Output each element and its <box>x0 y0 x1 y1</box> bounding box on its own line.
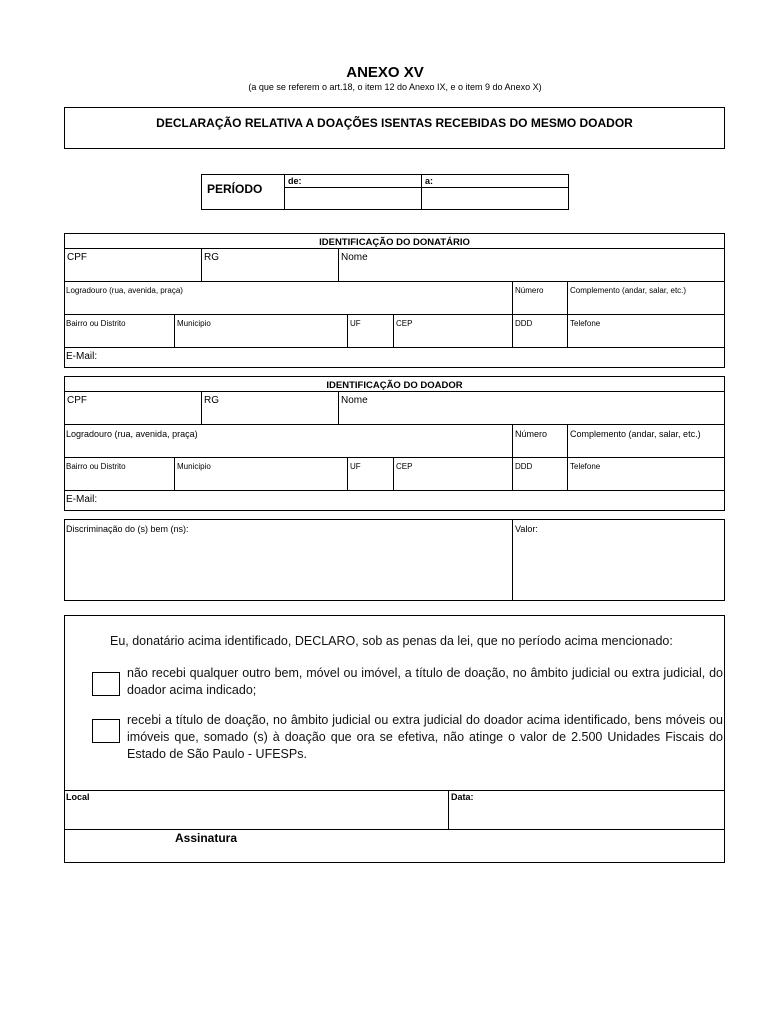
donatario-nome-label: Nome <box>341 252 368 263</box>
doador-municipio-label: Municipio <box>177 462 211 471</box>
donatario-title: IDENTIFICAÇÃO DO DONATÁRIO <box>319 237 470 248</box>
option1-checkbox[interactable] <box>92 672 120 696</box>
option2-text: recebi a título de doação, no âmbito judicial ou extra judicial do doador acima identificado, bens móveis ou imóveis que, somado (s) à doação que ora se efetiva, não atinge o valor de 2.500 Unidades Fiscais do Estado de São Paulo - UFESPs. <box>127 713 723 761</box>
local-field[interactable] <box>66 804 446 827</box>
doador-nome-label: Nome <box>341 395 368 406</box>
donatario-municipio-label: Municipio <box>177 319 211 328</box>
option2-checkbox[interactable] <box>92 719 120 743</box>
doador-rg-label: RG <box>204 395 219 406</box>
data-label: Data: <box>451 792 474 802</box>
doador-telefone-label: Telefone <box>570 462 601 471</box>
donatario-telefone-label: Telefone <box>570 319 601 328</box>
local-label: Local <box>66 792 90 802</box>
donatario-ddd-label: DDD <box>515 319 533 328</box>
donatario-rg-label: RG <box>204 252 219 263</box>
page-subtitle: (a que se referem o art.18, o item 12 do Anexo IX, e o item 9 do Anexo X) <box>248 82 542 92</box>
donatario-cpf-label: CPF <box>67 252 87 263</box>
donatario-cep-label: CEP <box>396 319 413 328</box>
doador-title: IDENTIFICAÇÃO DO DOADOR <box>326 380 463 391</box>
doador-email-label: E-Mail: <box>66 494 98 505</box>
declaration-title: DECLARAÇÃO RELATIVA A DOAÇÕES ISENTAS RECEBIDAS DO MESMO DOADOR <box>156 116 633 130</box>
doador-bairro-label: Bairro ou Distrito <box>66 462 126 471</box>
periodo-label: PERÍODO <box>207 182 263 196</box>
donatario-logradouro-label: Logradouro (rua, avenida, praça) <box>66 286 183 295</box>
doador-uf-label: UF <box>350 462 361 471</box>
doador-logradouro-label: Logradouro (rua, avenida, praça) <box>66 429 198 439</box>
doador-ddd-label: DDD <box>515 462 533 471</box>
assinatura-label: Assinatura <box>175 831 238 845</box>
doador-cep-label: CEP <box>396 462 413 471</box>
doador-complemento-label: Complemento (andar, salar, etc.) <box>570 429 701 439</box>
bens-discriminacao-label: Discriminação do (s) bem (ns): <box>66 524 189 534</box>
data-field[interactable] <box>450 804 723 827</box>
declaration-intro: Eu, donatário acima identificado, DECLARO, sob as penas da lei, que no período acima mencionado: <box>110 634 673 648</box>
assinatura-field[interactable] <box>66 846 723 861</box>
periodo-a-field[interactable] <box>423 189 567 208</box>
bens-valor-label: Valor: <box>515 524 538 534</box>
periodo-de-label: de: <box>288 176 302 186</box>
option1-text: não recebi qualquer outro bem, móvel ou imóvel, a título de doação, no âmbito judicial ou extra judicial, do doador acima indicado; <box>127 666 723 697</box>
page-title: ANEXO XV <box>346 64 424 81</box>
donatario-numero-label: Número <box>515 286 544 295</box>
doador-cpf-label: CPF <box>67 395 87 406</box>
periodo-de-field[interactable] <box>286 189 419 208</box>
donatario-bairro-label: Bairro ou Distrito <box>66 319 126 328</box>
doador-numero-label: Número <box>515 429 548 439</box>
bens-valor-field[interactable] <box>514 538 722 598</box>
donatario-complemento-label: Complemento (andar, salar, etc.) <box>570 286 687 295</box>
bens-discriminacao-field[interactable] <box>66 538 510 598</box>
donatario-email-label: E-Mail: <box>66 351 98 362</box>
donatario-uf-label: UF <box>350 319 361 328</box>
periodo-a-label: a: <box>425 176 434 186</box>
